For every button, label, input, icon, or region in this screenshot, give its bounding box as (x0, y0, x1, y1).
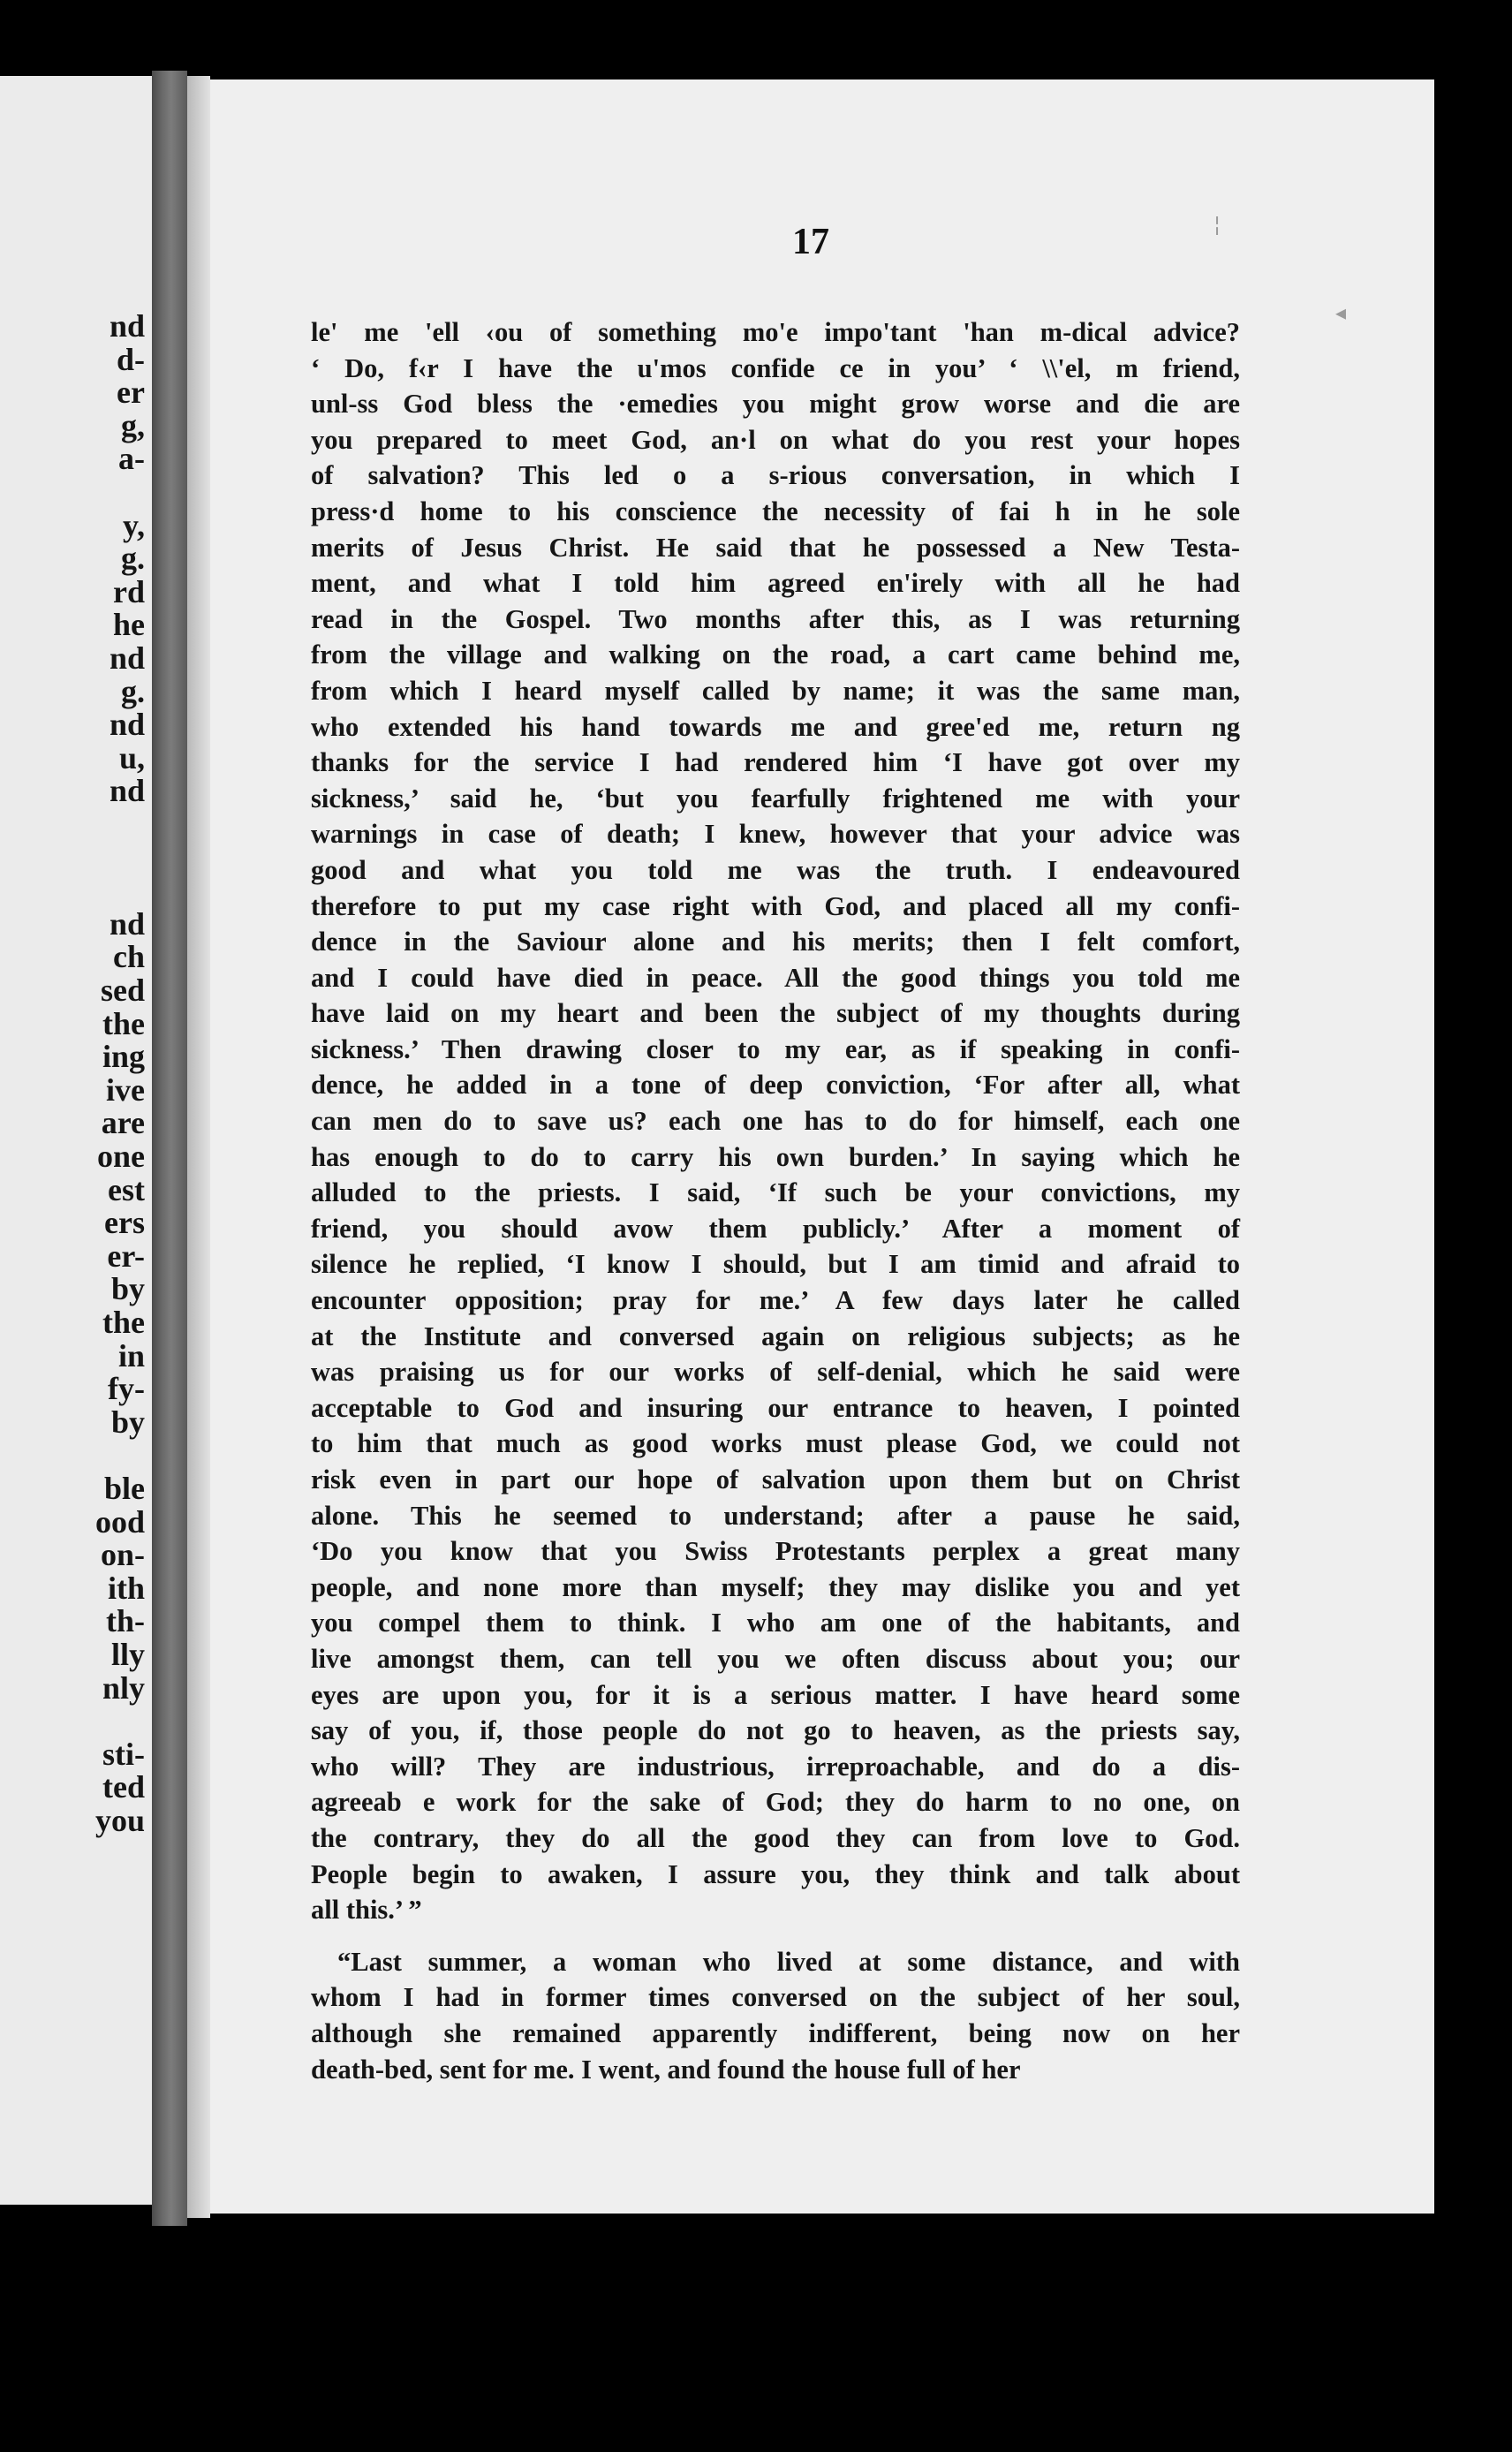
left-page-fragment: er (117, 375, 145, 411)
left-page-fragment: fy- (108, 1371, 145, 1407)
left-page-fragment: nd (109, 707, 145, 743)
text-line: at the Institute and conversed again on religious subjects; as he (311, 1321, 1240, 1351)
text-line: and I could have died in peace. All the good things you told me (311, 962, 1240, 993)
left-page-fragment: g. (121, 673, 145, 709)
text-line: live amongst them, can tell you we often discuss about you; our (311, 1643, 1240, 1674)
left-page-fragment: rd (113, 573, 145, 609)
left-page-strip (0, 76, 152, 2205)
text-line: acceptable to God and insuring our entrance to heaven, I pointed (311, 1392, 1240, 1423)
left-page-fragment: g, (121, 407, 145, 443)
text-line: ‘Do you know that you Swiss Protestants perplex a great many (311, 1536, 1240, 1567)
text-line: from which I heard myself called by name; it was the same man, (311, 675, 1240, 706)
text-line: was praising us for our works of self-denial, which he said were (311, 1357, 1240, 1388)
text-line: press·d home to his conscience the necessity of fai h in he sole (311, 496, 1240, 526)
text-line: people, and none more than myself; they may dislike you and yet (311, 1571, 1240, 1602)
text-line: although she remained apparently indifferent, being now on her (311, 2017, 1240, 2048)
left-page-fragment: one (97, 1139, 145, 1174)
text-line: thanks for the service I had rendered him ‘I have got over my (311, 747, 1240, 778)
text-line: death-bed, sent for me. I went, and found the house full of her (311, 2054, 1021, 2085)
text-line: who extended his hand towards me and gree'ed me, return ng (311, 711, 1240, 742)
body-text (311, 314, 1240, 2087)
left-page-fragment: ing (102, 1039, 145, 1075)
text-line: alluded to the priests. I said, ‘If such be your convictions, my (311, 1177, 1240, 1208)
text-line: ‘ Do, f‹r I have the u'mos confide ce in you’ ‘ \\'el, m friend, (311, 352, 1240, 383)
text-line: from the village and walking on the road, a cart came behind me, (311, 639, 1240, 670)
left-page-fragment: are (101, 1105, 145, 1141)
text-line: you compel them to think. I who am one of the habitants, and (311, 1608, 1240, 1638)
left-page-fragment: the (102, 1005, 145, 1041)
text-line: who will? They are industrious, irreproachable, and do a dis- (311, 1751, 1240, 1782)
text-line: have laid on my heart and been the subject of my thoughts during (311, 998, 1240, 1029)
left-page-fragment: lly (110, 1637, 145, 1672)
text-line: ment, and what I told him agreed en'irely with all he had (311, 568, 1240, 599)
text-line: warnings in case of death; I knew, however that your advice was (311, 819, 1240, 850)
book-page (187, 79, 1434, 2214)
text-line: has enough to do to carry his own burden.’ In saying which he (311, 1141, 1240, 1172)
left-page-fragment: ith (107, 1570, 145, 1606)
left-page-fragment: d- (116, 341, 145, 377)
left-page-fragment: ers (104, 1205, 145, 1241)
text-line: alone. This he seemed to understand; after a pause he said, (311, 1500, 1240, 1531)
left-page-fragment: y, (122, 507, 145, 543)
left-page-fragment: in (117, 1337, 145, 1374)
text-line: whom I had in former times conversed on the subject of her soul, (311, 1982, 1240, 2013)
left-page-fragment: nly (102, 1669, 145, 1706)
paragraph-gap (311, 1928, 1240, 1944)
text-line: can men do to save us? each one has to do for himself, each one (311, 1106, 1240, 1137)
left-page-fragment: sed (100, 972, 145, 1008)
text-line: agreeab e work for the sake of God; they do harm to no one, on (311, 1787, 1240, 1818)
text-line: the contrary, they do all the good they can from love to God. (311, 1822, 1240, 1853)
margin-mark: ◂ (1335, 300, 1347, 325)
text-line: “Last summer, a woman who lived at some distance, and with (337, 1946, 1240, 1977)
text-line: therefore to put my case right with God, and placed all my confi- (311, 890, 1240, 921)
page-number: 17 (792, 222, 829, 262)
text-line: good and what you told me was the truth. I endeavoured (311, 854, 1240, 885)
left-page-fragment: ted (102, 1769, 145, 1805)
page-curl-shadow (187, 76, 210, 2218)
paragraph (311, 314, 1240, 1928)
left-page-fragment: ive (106, 1071, 145, 1108)
left-page-fragment: by (110, 1271, 145, 1307)
text-line: friend, you should avow them publicly.’ After a moment of (311, 1213, 1240, 1244)
text-line: of salvation? This led o a s-rious conversation, in which I (311, 460, 1240, 491)
text-line: People begin to awaken, I assure you, they think and talk about (311, 1858, 1240, 1889)
left-page-fragment: sti- (102, 1736, 145, 1772)
text-line: silence he replied, ‘I know I should, but I am timid and afraid to (311, 1249, 1240, 1280)
left-page-fragment: nd (109, 773, 145, 809)
left-page-fragment: nd (109, 308, 145, 344)
text-line: sickness.’ Then drawing closer to my ear, as if speaking in confi- (311, 1033, 1240, 1064)
text-line: eyes are upon you, for it is a serious matter. I have heard some (311, 1679, 1240, 1710)
left-page-fragment: est (108, 1171, 145, 1207)
text-line: sickness,’ said he, ‘but you fearfully frightened me with your (311, 783, 1240, 814)
margin-mark: ¦ (1213, 212, 1221, 237)
left-page-fragment: by (110, 1404, 145, 1440)
left-page-fragment: on- (100, 1537, 145, 1573)
left-page-fragment: nd (109, 640, 145, 676)
text-line: say of you, if, those people do not go to heaven, as the priests say, (311, 1715, 1240, 1746)
left-page-fragment: ble (103, 1471, 145, 1506)
text-line: unl-ss God bless the ·emedies you might grow worse and die are (311, 389, 1240, 420)
text-line: merits of Jesus Christ. He said that he possessed a New Testa- (311, 532, 1240, 563)
left-page-fragment: the (102, 1305, 145, 1340)
paragraph (311, 1944, 1240, 2087)
text-line: dence, he added in a tone of deep conviction, ‘For after all, what (311, 1070, 1240, 1101)
text-line: dence in the Saviour alone and his merits; then I felt comfort, (311, 927, 1240, 957)
left-page-fragment: he (113, 607, 145, 643)
left-page-fragment: g. (121, 541, 145, 577)
left-page-fragment: ood (94, 1503, 145, 1540)
text-line: le' me 'ell ‹ou of something mo'e impo'tant 'han m-dical advice? (311, 317, 1240, 347)
text-line: encounter opposition; pray for me.’ A few days later he called (311, 1285, 1240, 1316)
text-line: read in the Gospel. Two months after this, as I was returning (311, 603, 1240, 634)
left-page-fragment: a- (118, 441, 145, 477)
left-page-fragment: er- (107, 1237, 145, 1274)
left-page-fragment: nd (109, 905, 145, 942)
left-page-fragment: you (94, 1803, 145, 1838)
left-page-fragment: u, (118, 739, 145, 776)
text-line: all this.’ ” (311, 1895, 422, 1926)
text-line: to him that much as good works must please God, we could not (311, 1428, 1240, 1459)
left-page-fragment: th- (106, 1603, 145, 1639)
left-page-fragment: ch (113, 939, 145, 975)
text-line: you prepared to meet God, an·l on what do you rest your hopes (311, 424, 1240, 455)
text-line: risk even in part our hope of salvation upon them but on Christ (311, 1464, 1240, 1495)
book-gutter (152, 71, 187, 2226)
